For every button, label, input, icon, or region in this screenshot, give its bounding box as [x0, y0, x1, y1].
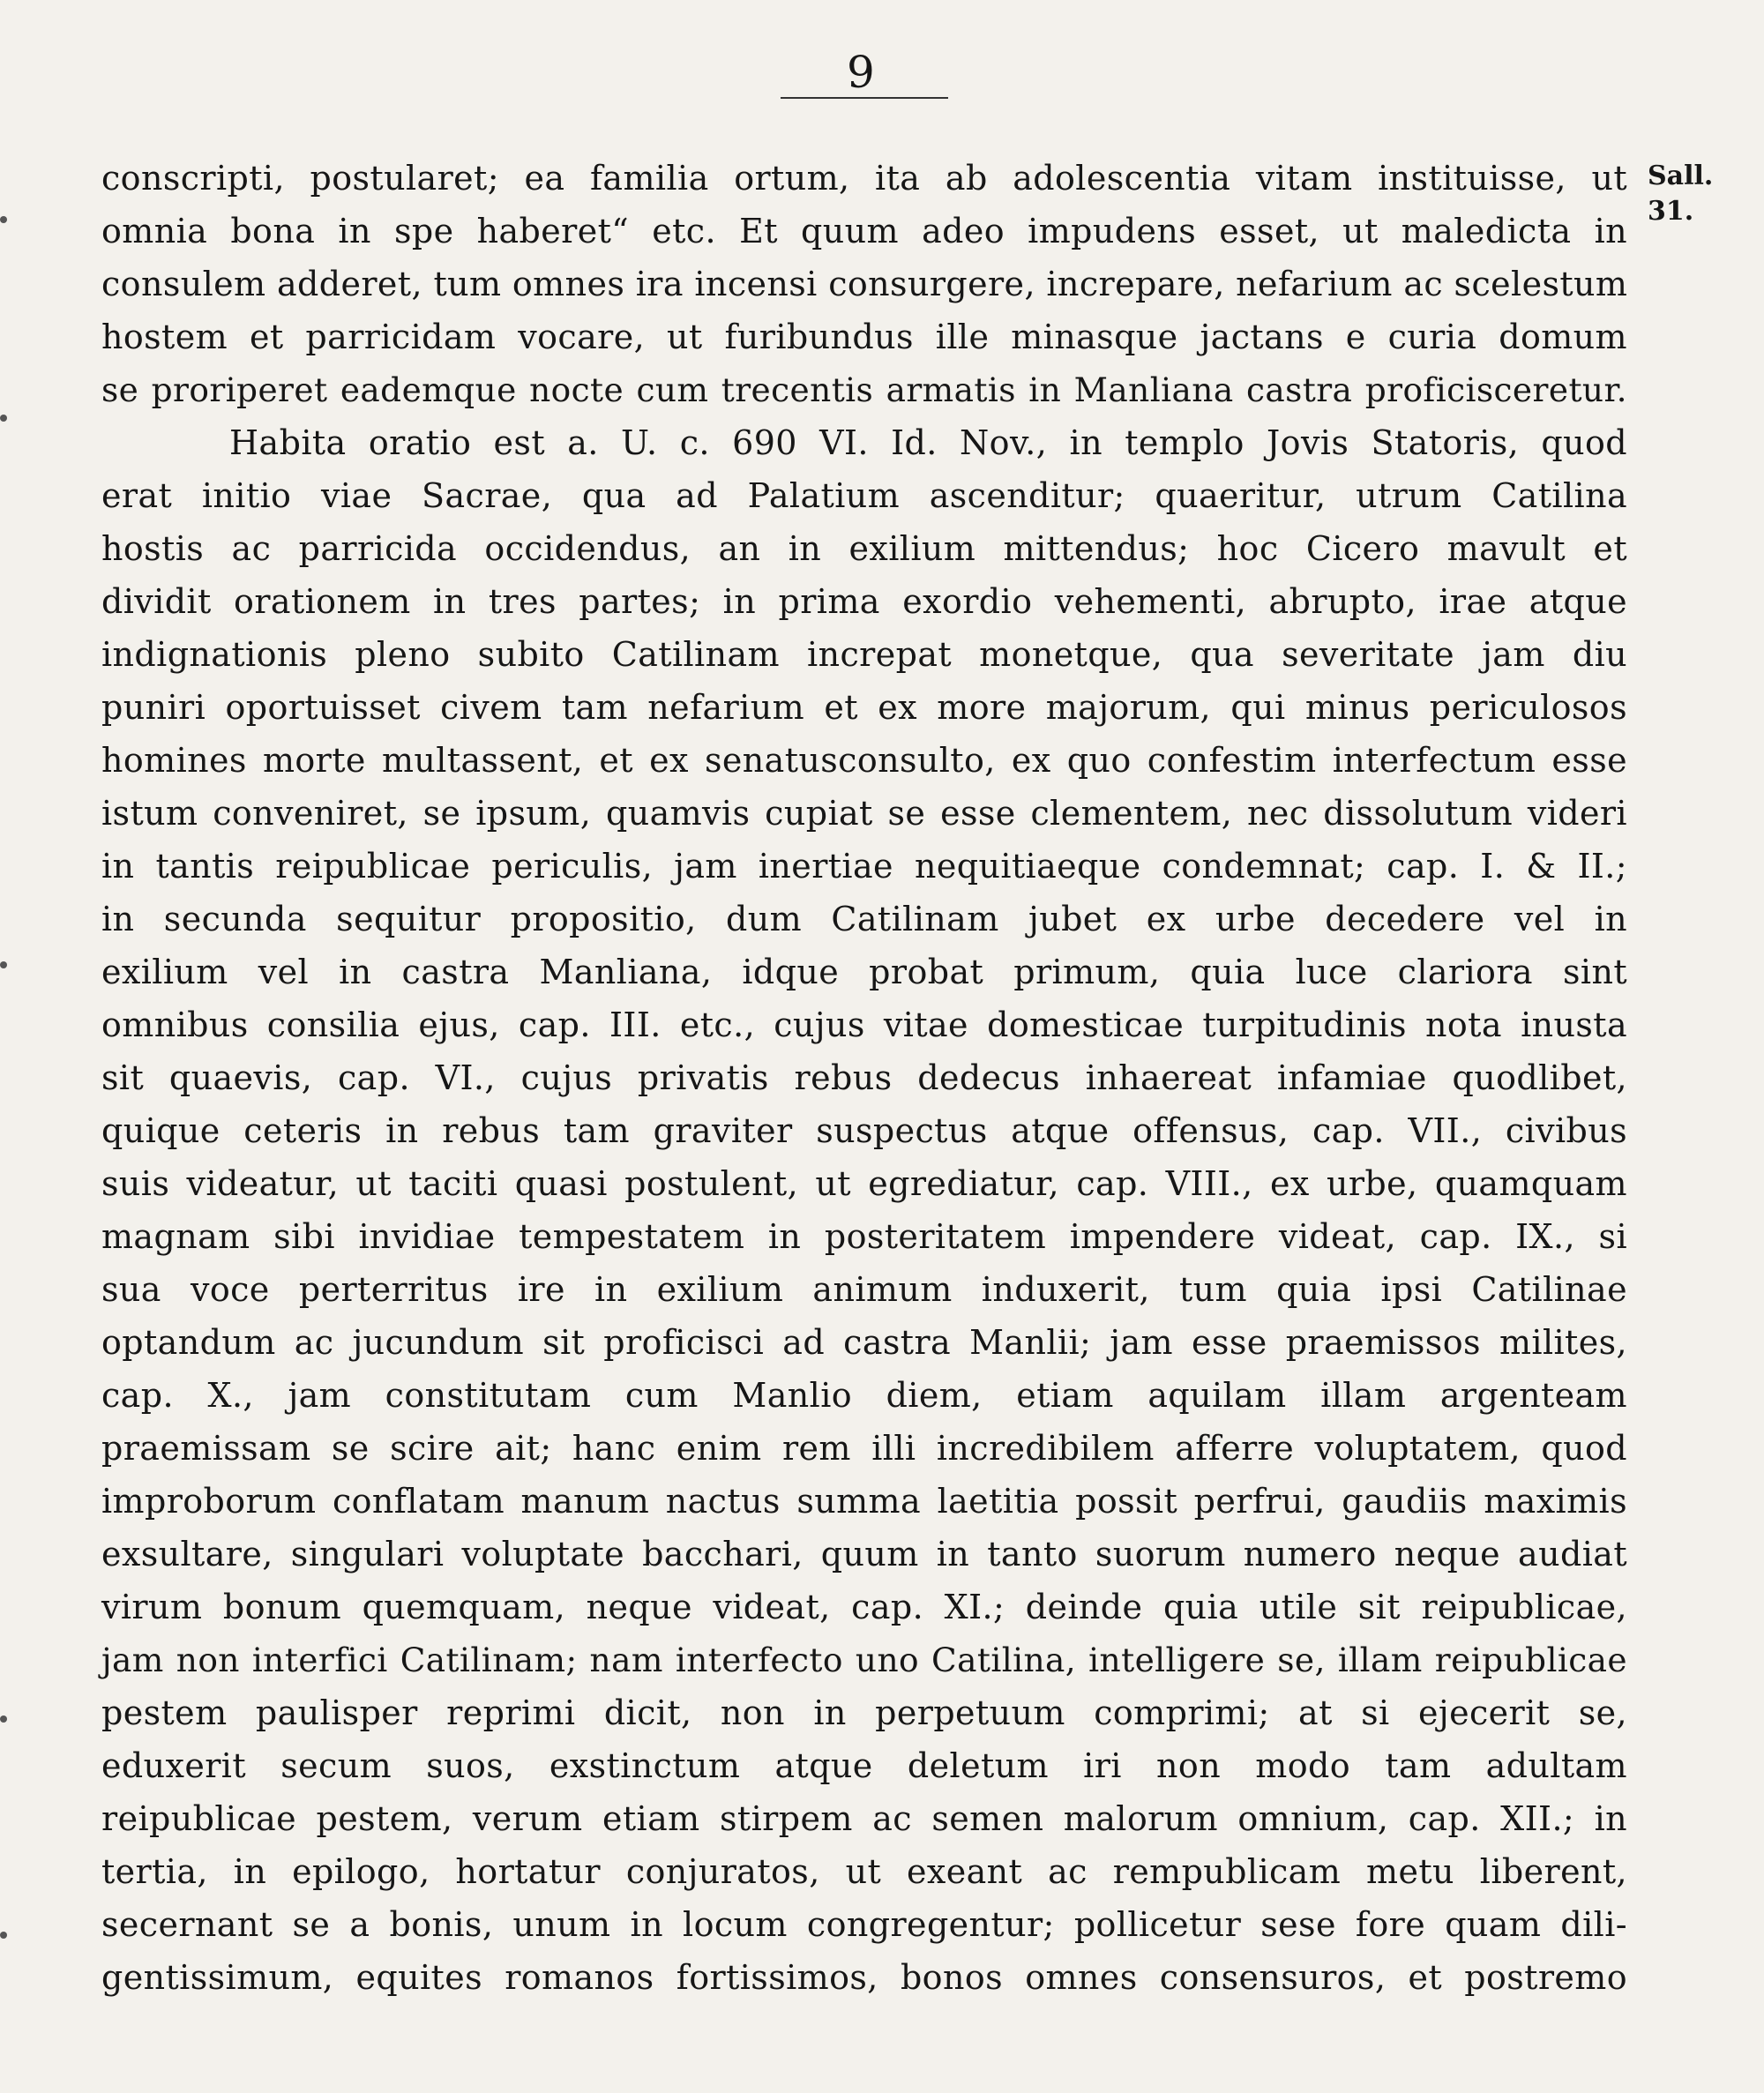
- text-line: reipublicae pestem, verum etiam stirpem ac semen malorum omnium, cap. XII.; in: [101, 1799, 1627, 1838]
- text-line: in secunda sequitur propositio, dum Catilinam jubet ex urbe decedere vel in: [101, 900, 1627, 938]
- text-line: sua voce perterritus ire in exilium animum induxerit, tum quia ipsi Catilinae: [101, 1270, 1627, 1309]
- text-line: homines morte multassent, et ex senatusconsulto, ex quo confestim interfectum esse: [101, 741, 1627, 780]
- gutter-mark: [0, 216, 7, 223]
- text-line: secernant se a bonis, unum in locum congregentur; pollicetur sese fore quam dili-: [101, 1905, 1627, 1944]
- text-line: eduxerit secum suos, exstinctum atque deletum iri non modo tam adultam: [101, 1746, 1627, 1785]
- text-line: exsultare, singulari voluptate bacchari, quum in tanto suorum numero neque audiat: [101, 1535, 1627, 1573]
- text-line: sit quaevis, cap. VI., cujus privatis rebus dedecus inhaereat infamiae quodlibet,: [101, 1058, 1627, 1097]
- margin-note: Sall. 31.: [1648, 161, 1714, 227]
- body-text: [101, 152, 1627, 2004]
- text-line: hostis ac parricida occidendus, an in exilium mittendus; hoc Cicero mavult et: [101, 529, 1627, 568]
- text-line: virum bonum quemquam, neque videat, cap. XI.; deinde quia utile sit reipublicae,: [101, 1588, 1627, 1626]
- gutter-mark: [0, 1716, 7, 1723]
- text-line: erat initio viae Sacrae, qua ad Palatium ascenditur; quaeritur, utrum Catilina: [101, 476, 1627, 515]
- text-line: puniri oportuisset civem tam nefarium et ex more majorum, qui minus periculosos: [101, 688, 1627, 727]
- text-line: hostem et parricidam vocare, ut furibundus ille minasque jactans e curia domum: [101, 318, 1627, 356]
- paragraph-start-line: Habita oratio est a. U. c. 690 VI. Id. Nov., in templo Jovis Statoris, quod: [229, 423, 1627, 462]
- text-line: conscripti, postularet; ea familia ortum, ita ab adolescentia vitam instituisse, ut: [101, 159, 1627, 198]
- text-line: consulem adderet, tum omnes ira incensi consurgere, increpare, nefarium ac scelestum: [101, 265, 1628, 303]
- text-line: gentissimum, equites romanos fortissimos, bonos omnes consensuros, et postremo: [101, 1958, 1627, 1997]
- text-line: pestem paulisper reprimi dicit, non in perpetuum comprimi; at si ejecerit se,: [101, 1693, 1627, 1732]
- text-line: omnia bona in spe haberet“ etc. Et quum adeo impudens esset, ut maledicta in: [101, 212, 1627, 250]
- text-line: se proriperet eademque nocte cum trecentis armatis in Manliana castra proficisceretur.: [101, 370, 1627, 409]
- text-line: dividit orationem in tres partes; in prima exordio vehementi, abrupto, irae atque: [101, 582, 1627, 621]
- text-line: exilium vel in castra Manliana, idque probat primum, quia luce clariora sint: [101, 953, 1627, 991]
- page-number: 9: [847, 47, 875, 98]
- text-line: in tantis reipublicae periculis, jam inertiae nequitiaeque condemnat; cap. I. & II.;: [101, 847, 1627, 886]
- text-line: tertia, in epilogo, hortatur conjuratos, ut exeant ac rempublicam metu liberent,: [101, 1852, 1627, 1891]
- text-line: quique ceteris in rebus tam graviter suspectus atque offensus, cap. VII., civibus: [101, 1111, 1627, 1150]
- gutter-mark: [0, 1932, 7, 1939]
- text-line: indignationis pleno subito Catilinam increpat monetque, qua severitate jam diu: [101, 635, 1627, 674]
- text-line: cap. X., jam constitutam cum Manlio diem, etiam aquilam illam argenteam: [101, 1376, 1627, 1415]
- text-line: improborum conflatam manum nactus summa laetitia possit perfrui, gaudiis maximis: [101, 1482, 1627, 1521]
- text-line: optandum ac jucundum sit proficisci ad castra Manlii; jam esse praemissos milites,: [101, 1323, 1627, 1362]
- gutter-mark: [0, 415, 7, 422]
- gutter-mark: [0, 961, 7, 968]
- text-line: magnam sibi invidiae tempestatem in posteritatem impendere videat, cap. IX., si: [101, 1217, 1627, 1256]
- text-line: suis videatur, ut taciti quasi postulent, ut egrediatur, cap. VIII., ex urbe, quamquam: [101, 1164, 1627, 1203]
- text-line: praemissam se scire ait; hanc enim rem illi incredibilem afferre voluptatem, quod: [101, 1429, 1627, 1468]
- text-line: jam non interfici Catilinam; nam interfecto uno Catilina, intelligere se, illam reipublicae: [101, 1641, 1627, 1679]
- text-line: istum conveniret, se ipsum, quamvis cupiat se esse clementem, nec dissolutum videri: [101, 794, 1627, 833]
- text-line: omnibus consilia ejus, cap. III. etc., cujus vitae domesticae turpitudinis nota inusta: [101, 1005, 1627, 1044]
- header-rule: [781, 97, 948, 99]
